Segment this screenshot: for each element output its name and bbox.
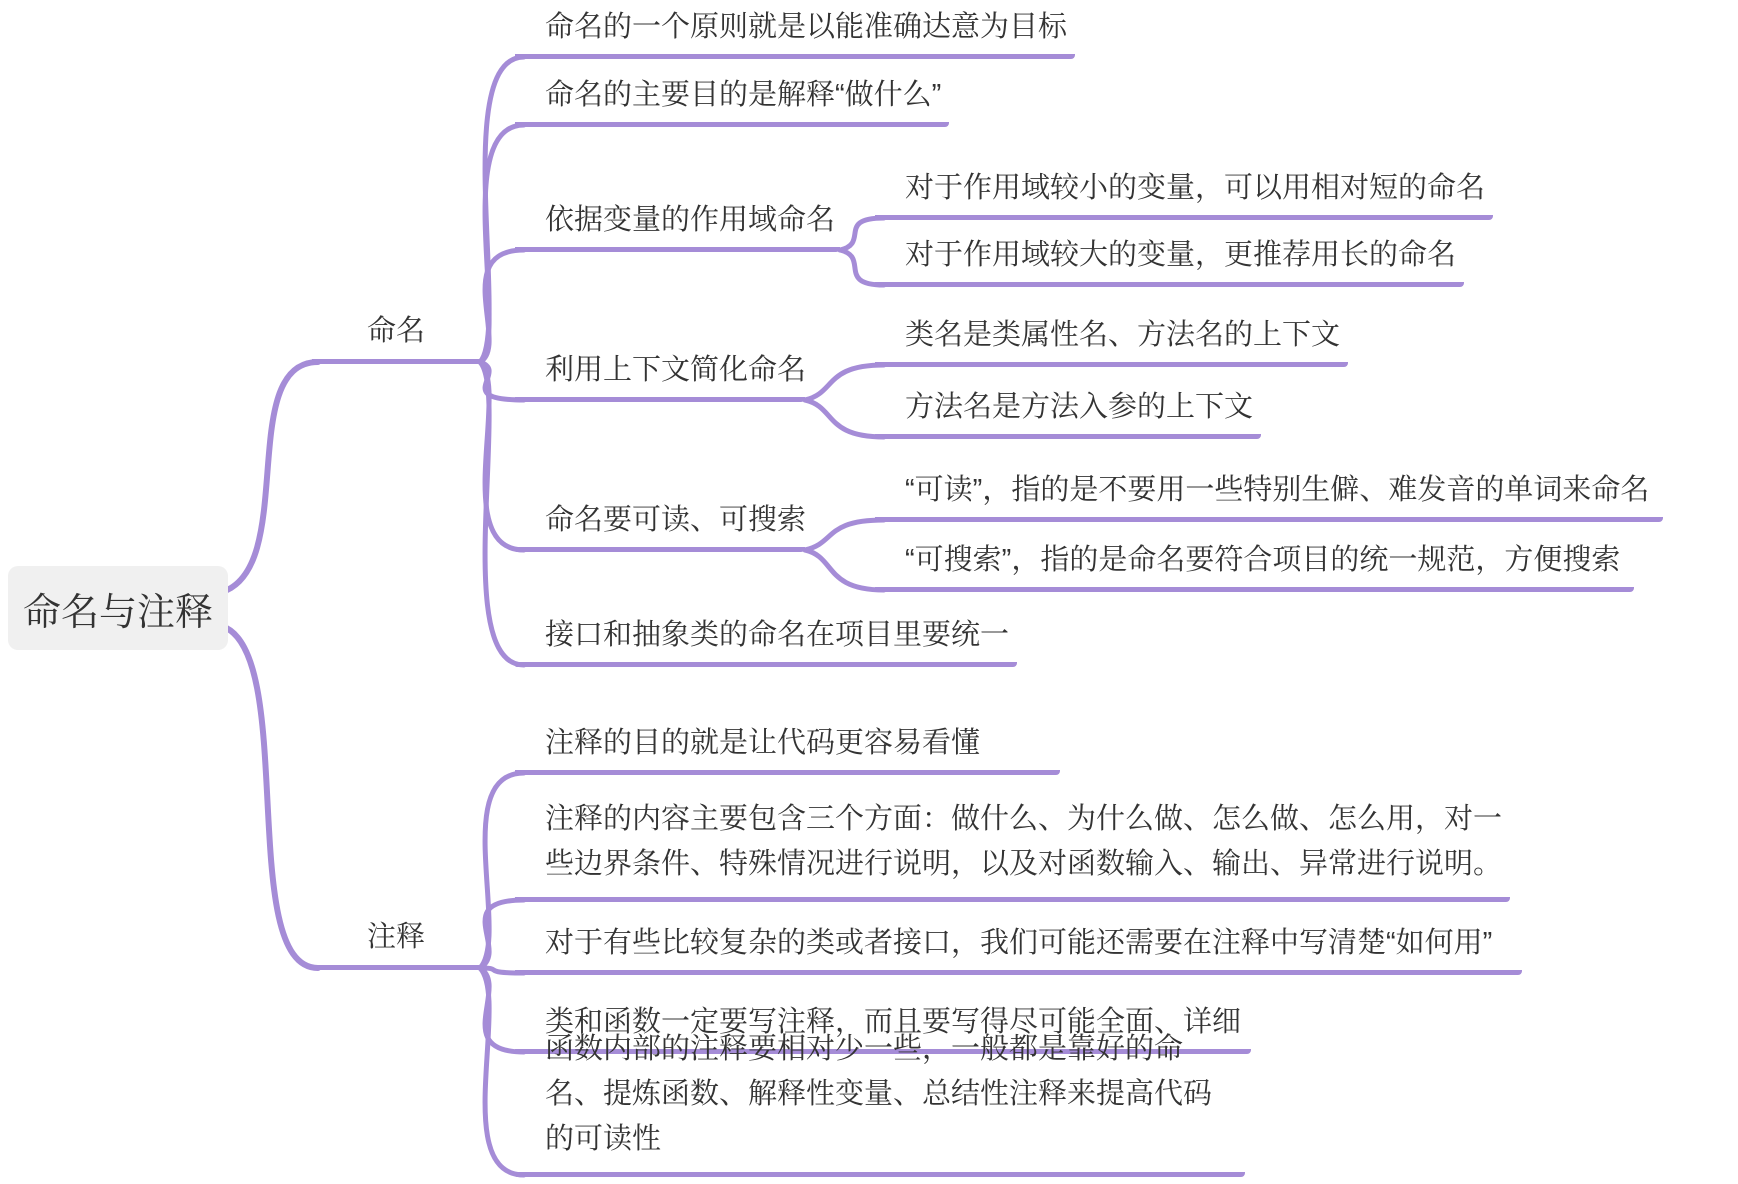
topic-searchable[interactable]: “可搜索”，指的是命名要符合项目的统一规范，方便搜索 — [875, 542, 1634, 592]
connector-context-class — [805, 365, 884, 400]
topic-comment-purpose[interactable]: 注释的目的就是让代码更容易看懂 — [515, 725, 1060, 775]
topic-context-simplify[interactable]: 利用上下文简化命名 — [515, 352, 805, 402]
topic-naming-principle[interactable]: 命名的一个原则就是以能准确达意为目标 — [515, 9, 1075, 59]
topic-comment-how-to-use[interactable]: 对于有些比较复杂的类或者接口，我们可能还需要在注释中写清楚“如何用” — [515, 925, 1522, 975]
root-topic-label: 命名与注释 — [22, 591, 213, 634]
connector-context-method — [805, 400, 884, 437]
topic-naming-purpose[interactable]: 命名的主要目的是解释“做什么” — [515, 77, 949, 127]
connector-root-naming — [222, 362, 318, 592]
topic-readable[interactable]: “可读”，指的是不要用一些特别生僻、难发音的单词来命名 — [875, 472, 1663, 522]
connector-naming-3 — [480, 250, 524, 362]
topic-class-function-comments[interactable]: 类和函数一定要写注释，而且要写得尽可能全面、详细 — [515, 1004, 1251, 1054]
topic-scope-small[interactable]: 对于作用域较小的变量，可以用相对短的命名 — [875, 170, 1493, 220]
branch-label-naming[interactable]: 命名 — [312, 313, 480, 364]
branch-label-comments[interactable]: 注释 — [312, 919, 480, 970]
topic-context-class[interactable]: 类名是类属性名、方法名的上下文 — [875, 317, 1348, 367]
topic-interface-abstract-uniform[interactable]: 接口和抽象类的命名在项目里要统一 — [515, 617, 1017, 667]
connector-searchable — [805, 550, 884, 590]
topic-readable-searchable[interactable]: 命名要可读、可搜索 — [515, 502, 805, 552]
connector-readable — [805, 520, 884, 550]
connector-root-comments — [222, 626, 318, 968]
topic-scope-large[interactable]: 对于作用域较大的变量，更推荐用长的命名 — [875, 237, 1464, 287]
root-topic[interactable] — [8, 566, 228, 650]
topic-comment-content[interactable]: 注释的内容主要包含三个方面：做什么、为什么做、怎么做、怎么用，对一些边界条件、特殊情况进行说明，以及对函数输入、输出、异常进行说明。 — [515, 797, 1510, 902]
topic-context-method[interactable]: 方法名是方法入参的上下文 — [875, 389, 1261, 439]
topic-naming-by-scope[interactable]: 依据变量的作用域命名 — [515, 202, 840, 252]
topic-internal-comments[interactable]: 函数内部的注释要相对少一些，一般都是靠好的命名、提炼函数、解释性变量、总结性注释来提高代码的可读性 — [515, 1027, 1245, 1177]
